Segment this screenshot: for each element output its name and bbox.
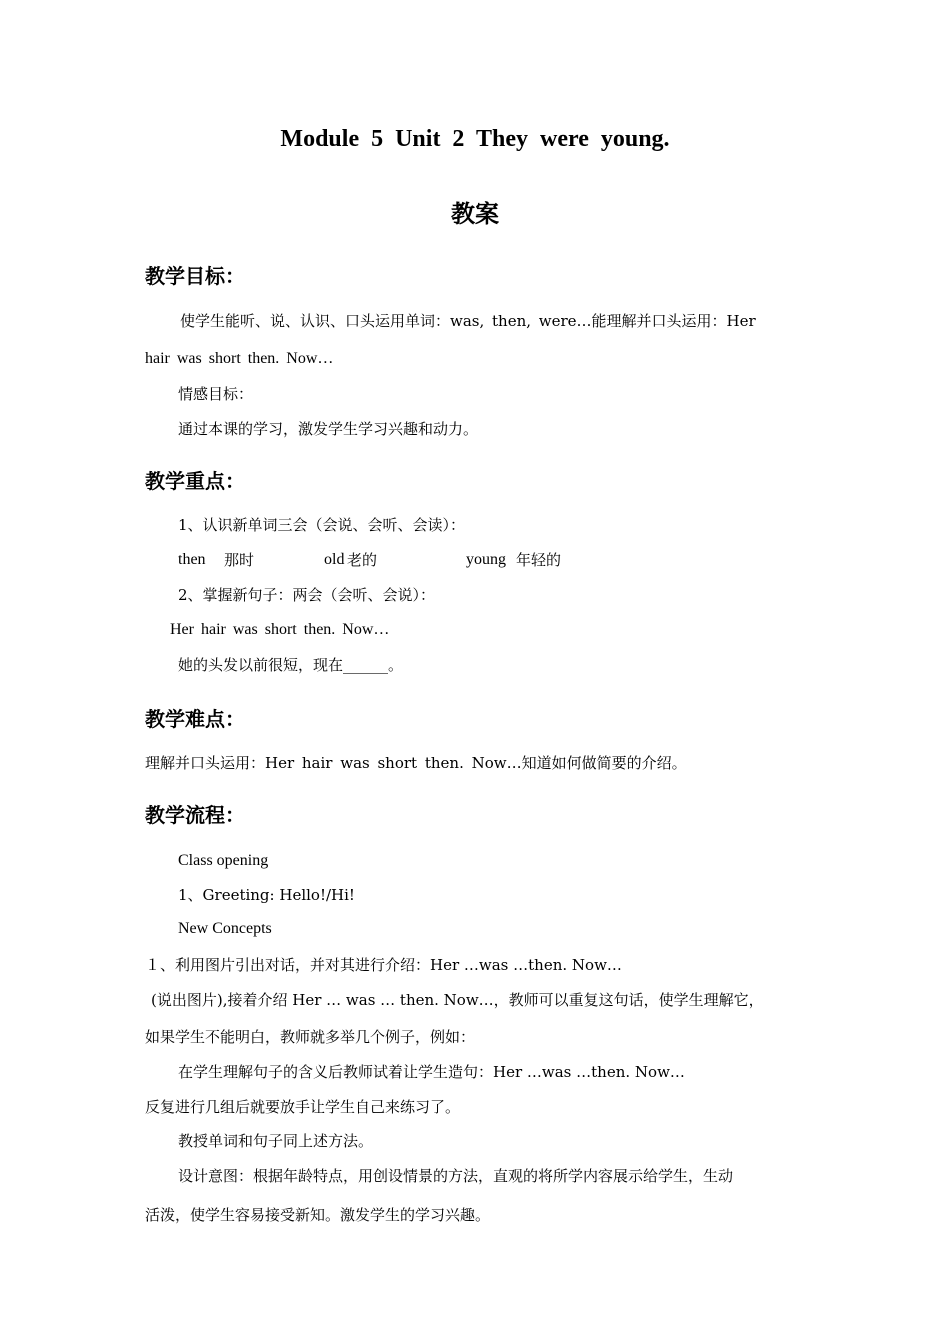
emotion-text: 通过本课的学习，激发学生学习兴趣和动力。: [178, 420, 479, 438]
key-points-heading: 教学重点：: [145, 469, 245, 493]
word-then-zh: 那时: [224, 551, 255, 569]
word-old-zh: 老的: [347, 551, 378, 569]
process-step1-cont2: 如果学生不能明白，教师就多举几个例子，例如：: [145, 1028, 476, 1046]
process-new-concepts: New Concepts: [178, 920, 272, 937]
emotion-label: 情感目标：: [178, 385, 254, 403]
process-step3: 教授单词和句子同上述方法。: [178, 1132, 374, 1150]
process-step1-cont: (说出图片),接着介绍 Her … was … then. Now…，教师可以重复这句话，使学生理解它，: [151, 991, 764, 1009]
key-points-item2: 2、掌握新句子：两会（会听、会说）：: [178, 586, 436, 604]
difficulties-text: 理解并口头运用：Her hair was short then. Now…知道如何做简要的介绍。: [145, 754, 687, 772]
word-then-en: then: [178, 551, 206, 568]
process-class-opening: Class opening: [178, 852, 269, 869]
objectives-line2: hair was short then. Now…: [145, 350, 334, 367]
difficulties-heading: 教学难点：: [145, 707, 245, 731]
process-design-line2: 活泼，使学生容易接受新知。激发学生的学习兴趣。: [145, 1206, 491, 1224]
key-sentence-en: Her hair was short then. Now…: [170, 621, 390, 638]
key-sentence-zh: 她的头发以前很短，现在______。: [178, 656, 404, 674]
key-points-item1: 1、认识新单词三会（会说、会听、会读）：: [178, 516, 466, 534]
process-step2-cont: 反复进行几组后就要放手让学生自己来练习了。: [145, 1098, 461, 1116]
document-subtitle: 教案: [451, 199, 499, 228]
word-old-en: old: [324, 551, 345, 568]
process-step1: １、利用图片引出对话，并对其进行介绍：Her …was …then. Now…: [145, 956, 622, 974]
process-heading: 教学流程：: [145, 803, 245, 827]
word-young-en: young: [466, 551, 506, 568]
document-title: Module 5 Unit 2 They were young.: [280, 126, 670, 152]
process-design-line1: 设计意图：根据年龄特点，用创设情景的方法，直观的将所学内容展示给学生，生动: [178, 1167, 734, 1185]
objectives-line1: 使学生能听、说、认识、口头运用单词：was, then, were…能理解并口头运用：Her: [180, 312, 756, 330]
objectives-heading: 教学目标：: [145, 264, 245, 288]
word-young-zh: 年轻的: [516, 551, 562, 569]
process-greeting: 1、Greeting: Hello!/Hi!: [178, 886, 355, 904]
process-step2: 在学生理解句子的含义后教师试着让学生造句：Her …was …then. Now…: [178, 1063, 685, 1081]
